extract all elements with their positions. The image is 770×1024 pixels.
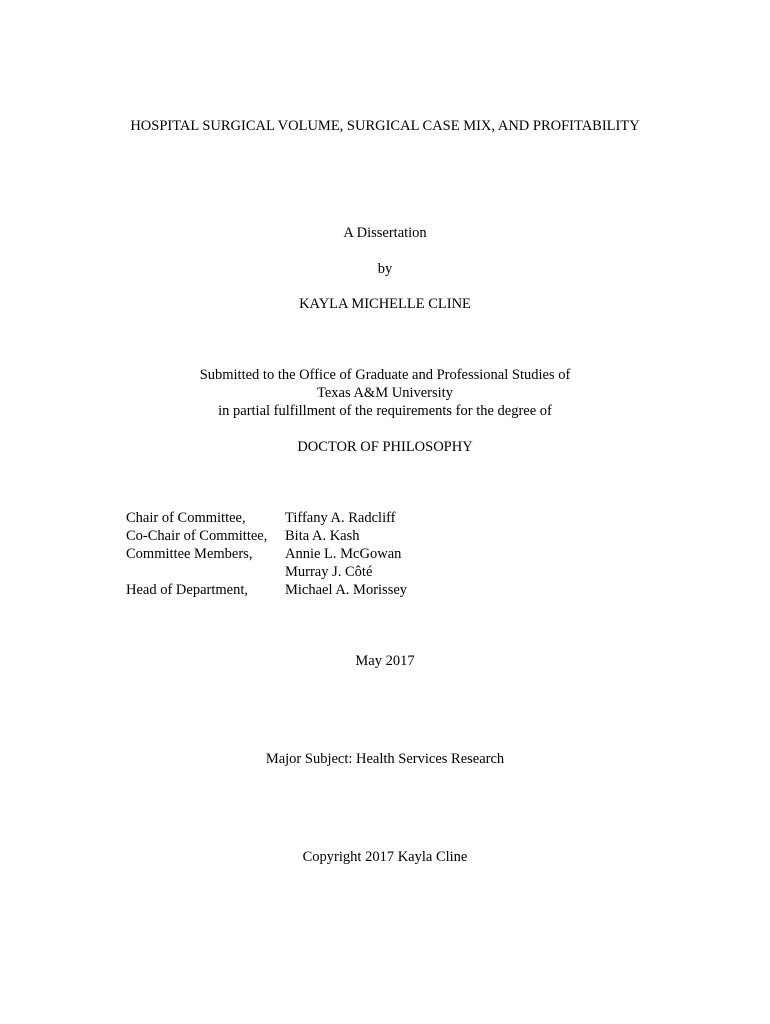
committee-row (126, 581, 526, 599)
committee-member: Annie L. McGowan (285, 546, 402, 562)
committee-row (126, 527, 526, 545)
committee-row (126, 509, 526, 527)
committee-row (126, 563, 526, 581)
committee-role: Chair of Committee, (126, 510, 246, 526)
committee-list (126, 509, 526, 599)
submission-line-3: in partial fulfillment of the requirements for the degree of (218, 403, 552, 419)
committee-role: Head of Department, (126, 582, 248, 598)
major-subject: Major Subject: Health Services Research (265, 751, 505, 767)
committee-member: Michael A. Morissey (285, 582, 408, 598)
committee-member: Tiffany A. Radcliff (285, 510, 396, 526)
document-type: A Dissertation (343, 225, 427, 241)
submission-line-2: Texas A&M University (317, 385, 453, 401)
copyright-notice: Copyright 2017 Kayla Cline (302, 849, 468, 865)
committee-role: Co-Chair of Committee, (126, 528, 268, 544)
by-label: by (377, 261, 393, 277)
committee-role: Committee Members, (126, 546, 253, 562)
committee-row (126, 545, 526, 563)
committee-member: Murray J. Côté (285, 564, 373, 580)
submission-date: May 2017 (355, 653, 415, 669)
degree-name: DOCTOR OF PHILOSOPHY (297, 439, 473, 455)
committee-member: Bita A. Kash (285, 528, 360, 544)
author-name: KAYLA MICHELLE CLINE (299, 296, 471, 312)
dissertation-title: HOSPITAL SURGICAL VOLUME, SURGICAL CASE MIX, AND PROFITABILITY (130, 118, 640, 134)
submission-line-1: Submitted to the Office of Graduate and Professional Studies of (199, 367, 571, 383)
